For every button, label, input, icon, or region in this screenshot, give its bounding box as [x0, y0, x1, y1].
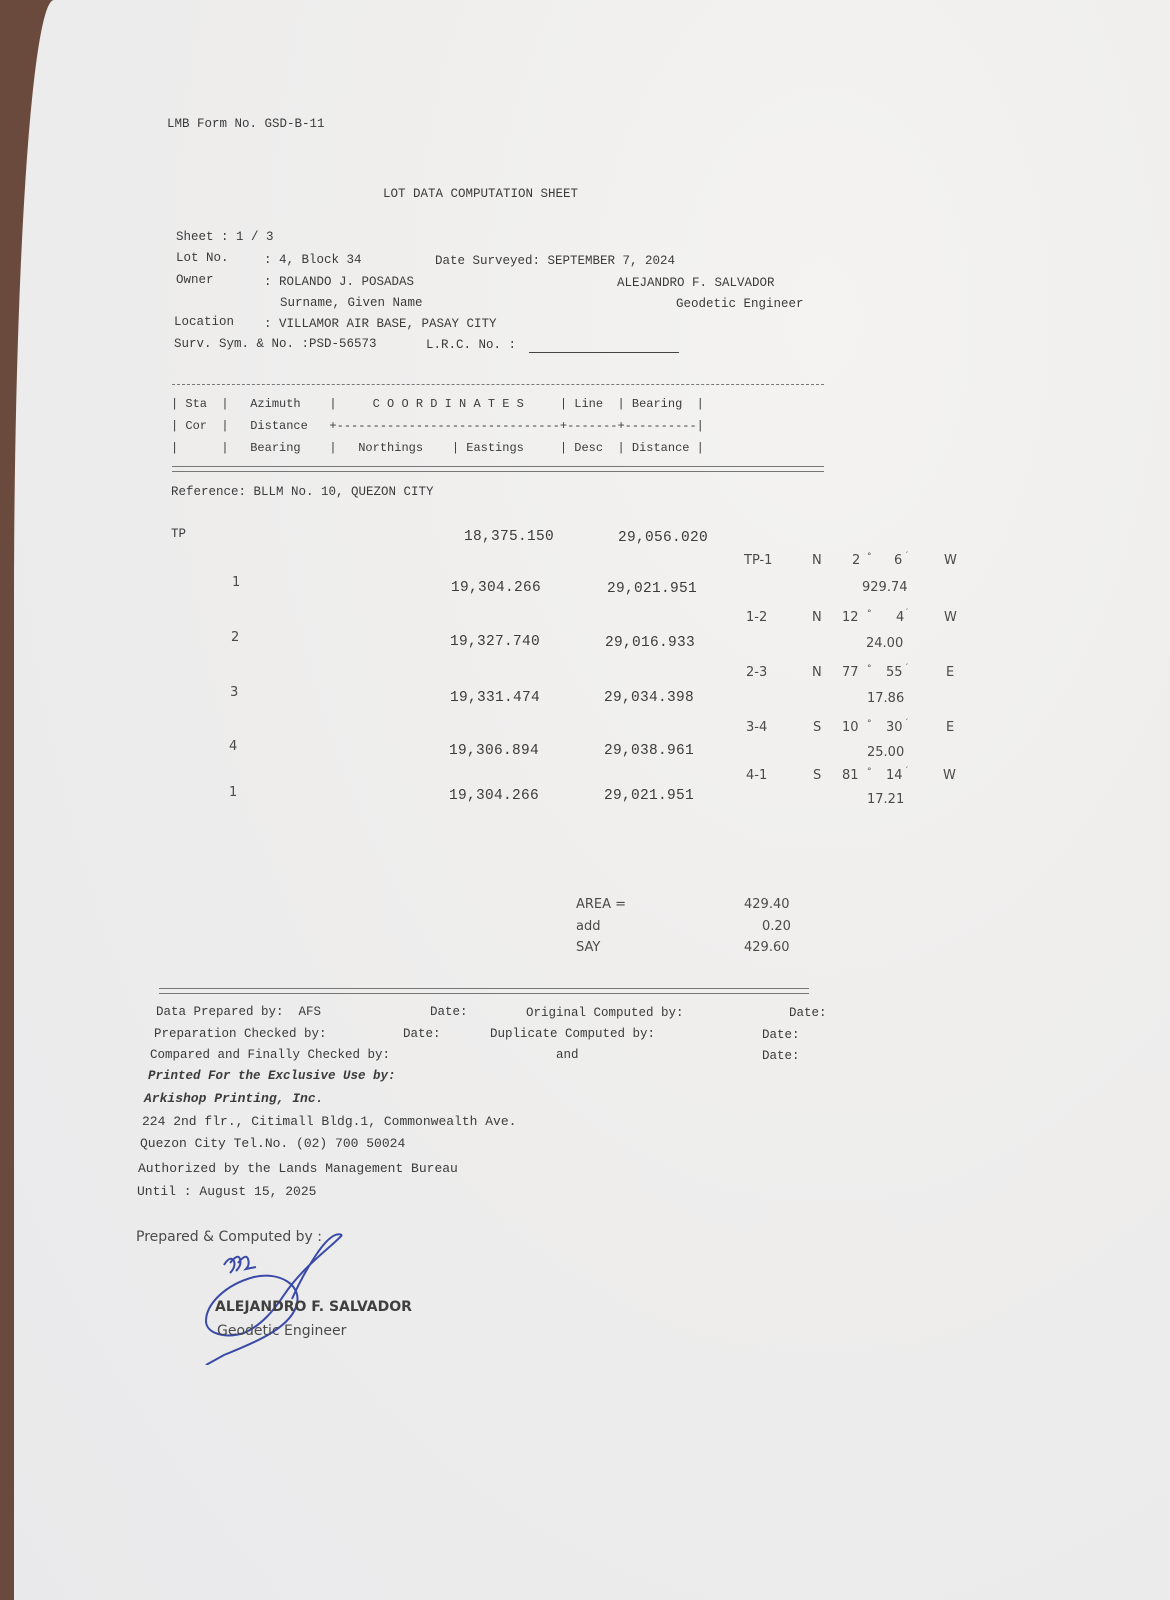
degree-symbol: ° [867, 552, 872, 562]
authorized-by: Authorized by the Lands Management Bureau [138, 1161, 458, 1176]
degree-symbol: ° [867, 767, 872, 777]
easting-value: 29,056.020 [618, 530, 709, 546]
station-label: 2 [231, 630, 240, 645]
easting-value: 29,034.398 [604, 690, 695, 706]
line-degrees: 81 [842, 768, 859, 783]
engineer-name-header: ALEJANDRO F. SALVADOR [617, 276, 775, 290]
station-label: 1 [232, 575, 241, 590]
station-label: 1 [229, 785, 238, 800]
area-label: AREA = [576, 897, 627, 912]
line-minutes: 6 [894, 553, 903, 568]
line-ns: S [813, 768, 822, 783]
table-header-row-1: | Sta | Azimuth | C O O R D I N A T E S | Line | Bearing | [171, 397, 704, 411]
reference-line: Reference: BLLM No. 10, QUEZON CITY [171, 485, 434, 499]
line-desc: 1-2 [746, 610, 768, 625]
area-value: 429.40 [744, 897, 790, 912]
sheet-number: Sheet : 1 / 3 [176, 230, 274, 244]
signatory-name: ALEJANDRO F. SALVADOR [215, 1299, 412, 1315]
date-label: Date: [403, 1027, 441, 1041]
northing-value: 19,331.474 [450, 690, 541, 706]
line-ns: S [813, 720, 822, 735]
line-degrees: 10 [842, 720, 859, 735]
table-top-rule [172, 384, 824, 385]
add-value: 0.20 [762, 919, 791, 934]
say-value: 429.60 [744, 940, 790, 955]
duplicate-computed-by: Duplicate Computed by: [490, 1027, 656, 1041]
line-ns: N [812, 610, 822, 625]
station-label: 3 [230, 685, 239, 700]
document-title: LOT DATA COMPUTATION SHEET [383, 187, 579, 201]
easting-value: 29,038.961 [604, 743, 695, 759]
printed-for-label: Printed For the Exclusive Use by: [148, 1069, 396, 1083]
lrc-blank-line [529, 340, 679, 358]
location-label: Location [174, 315, 235, 329]
date-label: Date: [762, 1049, 800, 1063]
line-distance: 25.00 [867, 745, 905, 760]
line-ew: W [944, 553, 957, 568]
degree-symbol: ° [867, 609, 872, 619]
signature-ink [184, 1225, 384, 1365]
degree-symbol: ° [867, 664, 872, 674]
printer-address: 224 2nd flr., Citimall Bldg.1, Commonwealth Ave. [142, 1114, 517, 1129]
line-ew: W [944, 610, 957, 625]
prepared-computed-label: Prepared & Computed by : [136, 1229, 323, 1245]
date-label: Date: [789, 1006, 827, 1020]
northing-value: 19,306.894 [449, 743, 540, 759]
line-desc: 4-1 [746, 768, 768, 783]
line-distance: 17.21 [867, 792, 905, 807]
lot-label: Lot No. [176, 251, 229, 265]
compared-checked-by: Compared and Finally Checked by: [150, 1048, 391, 1062]
valid-until: Until : August 15, 2025 [137, 1184, 317, 1199]
line-minutes: 55 [886, 665, 903, 680]
northing-value: 19,327.740 [450, 634, 541, 650]
line-ns: N [812, 553, 822, 568]
line-degrees: 12 [842, 610, 859, 625]
line-distance: 929.74 [862, 580, 908, 595]
line-minutes: 14 [886, 768, 903, 783]
form-number: LMB Form No. GSD-B-11 [167, 117, 325, 131]
minute-symbol: ′ [906, 718, 909, 728]
line-degrees: 77 [842, 665, 859, 680]
line-ew: E [946, 720, 955, 735]
minute-symbol: ′ [906, 608, 909, 618]
lrc-label: L.R.C. No. : [426, 338, 517, 352]
survey-number: Surv. Sym. & No. :PSD-56573 [174, 337, 377, 351]
say-label: SAY [576, 940, 601, 955]
line-distance: 17.86 [867, 691, 905, 706]
location-value: : VILLAMOR AIR BASE, PASAY CITY [264, 317, 497, 331]
line-distance: 24.00 [866, 636, 904, 651]
line-ns: N [812, 665, 822, 680]
preparation-checked-by: Preparation Checked by: [154, 1027, 327, 1041]
minute-symbol: ′ [906, 551, 909, 561]
engineer-title-header: Geodetic Engineer [676, 297, 804, 311]
owner-hint: Surname, Given Name [280, 296, 423, 310]
and-label: and [556, 1048, 579, 1062]
date-label: Date: [762, 1028, 800, 1042]
original-computed-by: Original Computed by: [526, 1006, 684, 1020]
lot-value: : 4, Block 34 [264, 253, 362, 267]
owner-value: : ROLANDO J. POSADAS [264, 275, 415, 289]
easting-value: 29,021.951 [607, 581, 698, 597]
line-minutes: 4 [896, 610, 905, 625]
footer-double-rule [159, 988, 809, 994]
add-label: add [576, 919, 601, 934]
owner-label: Owner [176, 273, 214, 287]
line-desc: 2-3 [746, 665, 768, 680]
northing-value: 19,304.266 [451, 580, 542, 596]
data-prepared-by: Data Prepared by: AFS [156, 1005, 322, 1019]
line-ew: W [943, 768, 956, 783]
date-label: Date: [430, 1005, 468, 1019]
line-ew: E [946, 665, 955, 680]
document-page [14, 0, 1170, 1600]
line-degrees: 2 [852, 553, 861, 568]
printer-name: Arkishop Printing, Inc. [144, 1091, 324, 1106]
minute-symbol: ′ [906, 663, 909, 673]
degree-symbol: ° [867, 719, 872, 729]
line-desc: TP-1 [744, 553, 773, 568]
line-desc: 3-4 [746, 720, 768, 735]
printer-city-tel: Quezon City Tel.No. (02) 700 50024 [140, 1136, 406, 1151]
easting-value: 29,021.951 [604, 788, 695, 804]
minute-symbol: ′ [906, 766, 909, 776]
station-label: 4 [229, 739, 238, 754]
table-header-row-2: | Cor | Distance +-------------------------------+-------+----------| [171, 419, 704, 433]
date-surveyed: Date Surveyed: SEPTEMBER 7, 2024 [435, 254, 676, 268]
table-header-row-3: | | Bearing | Northings | Eastings | Desc | Distance | [171, 441, 704, 455]
easting-value: 29,016.933 [605, 635, 696, 651]
signatory-title: Geodetic Engineer [217, 1323, 347, 1339]
northing-value: 18,375.150 [464, 529, 555, 545]
table-header-double-rule [172, 466, 824, 472]
station-label: TP [171, 527, 187, 541]
northing-value: 19,304.266 [449, 788, 540, 804]
line-minutes: 30 [886, 720, 903, 735]
